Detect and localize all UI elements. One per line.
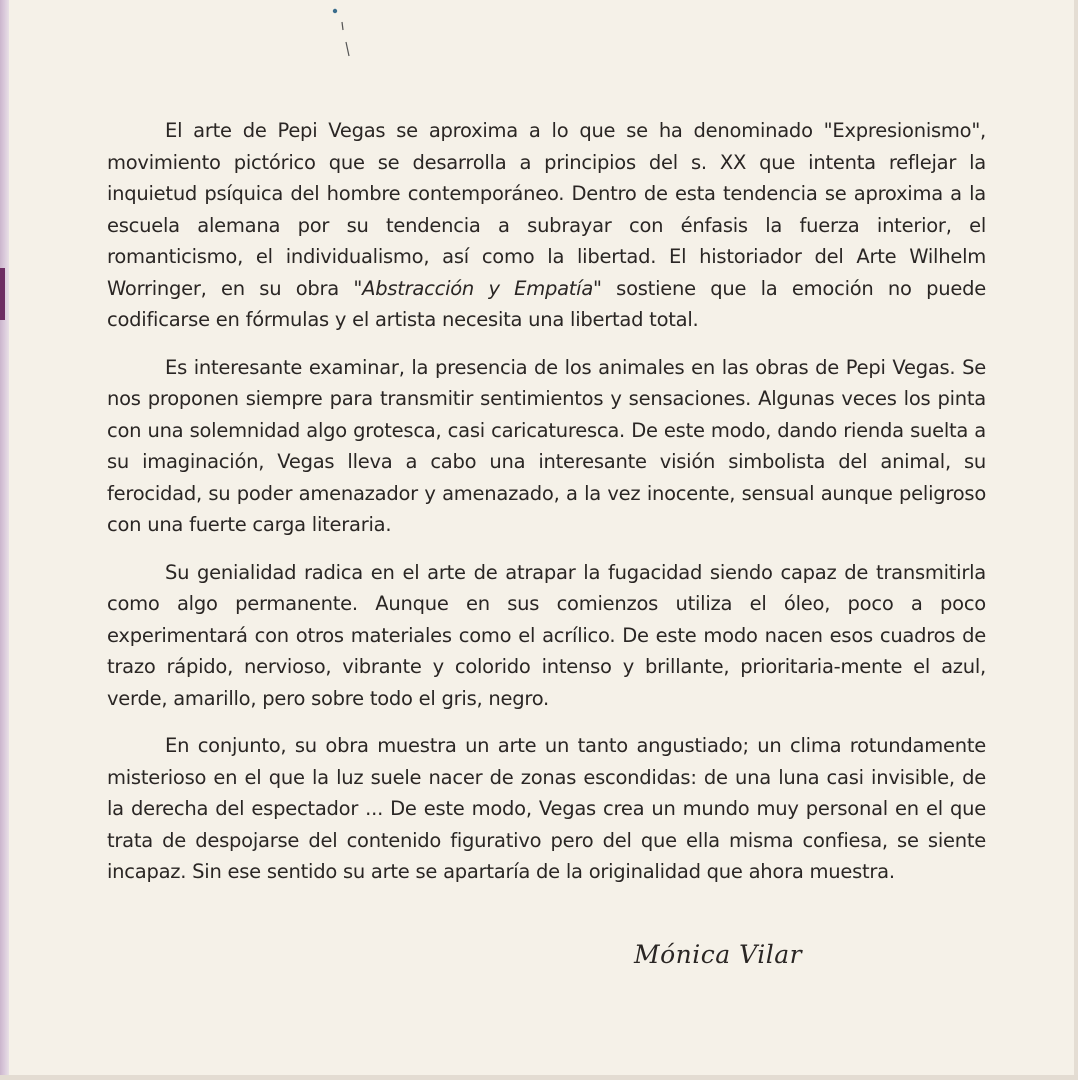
page-right-edge (1074, 0, 1078, 1080)
page-left-edge (0, 0, 9, 1080)
paragraph-1-text-b: " sostiene que la emoción no puede codificarse en fórmulas y el artista necesita una libertad total. (107, 276, 986, 331)
page-edge-mark (0, 268, 5, 320)
page-bottom-edge (0, 1075, 1078, 1080)
paragraph-4: En conjunto, su obra muestra un arte un tanto angustiado; un clima rotundamente misterioso en el que la luz suele nacer de zonas escondidas: de una luna casi invisible, de la derecha del espectador ... De este modo, Vegas crea un mundo muy personal en el que trata de despojarse del contenido figurativo pero del que ella misma confiesa, se siente incapaz. Sin ese sentido su arte se apartaría de la originalidad que ahora muestra. (107, 734, 986, 883)
book-title: Abstracción y Empatía (362, 276, 594, 300)
paragraph-1-text-a: El arte de Pepi Vegas se aproxima a lo que se ha denominado "Expresionismo", movimiento pictórico que se desarrolla a principios del s. XX que intenta reflejar la inquietud psíquica del hombre contemporáneo. Dentro de esta tendencia se aproxima a la escuela alemana por su tendencia a subrayar con énfasis la fuerza interior, el romanticismo, el individualismo, así como la libertad. El historiador del Arte Wilhelm Worringer, en su obra " (107, 119, 986, 300)
essay-body (107, 115, 986, 904)
paragraph-3: Su genialidad radica en el arte de atrapar la fugacidad siendo capaz de transmitirla como algo permanente. Aunque en sus comienzos utiliza el óleo, poco a poco experimentará con otros materiales como el acrílico. De este modo nacen esos cuadros de trazo rápido, nervioso, vibrante y colorido intenso y brillante, prioritaria-mente el azul, verde, amarillo, pero sobre todo el gris, negro. (107, 560, 986, 710)
paragraph-2: Es interesante examinar, la presencia de los animales en las obras de Pepi Vegas. Se nos proponen siempre para transmitir sentimientos y sensaciones. Algunas veces los pinta con una solemnidad algo grotesca, casi caricaturesca. De este modo, dando rienda suelta a su imaginación, Vegas lleva a cabo una interesante visión simbolista del animal, su ferocidad, su poder amenazador y amenazado, a la vez inocente, sensual aunque peligroso con una fuerte carga literaria. (107, 355, 986, 536)
author-signature: Mónica Vilar (634, 940, 803, 969)
paragraph-1 (107, 115, 986, 336)
ink-mark-icon (330, 6, 354, 58)
